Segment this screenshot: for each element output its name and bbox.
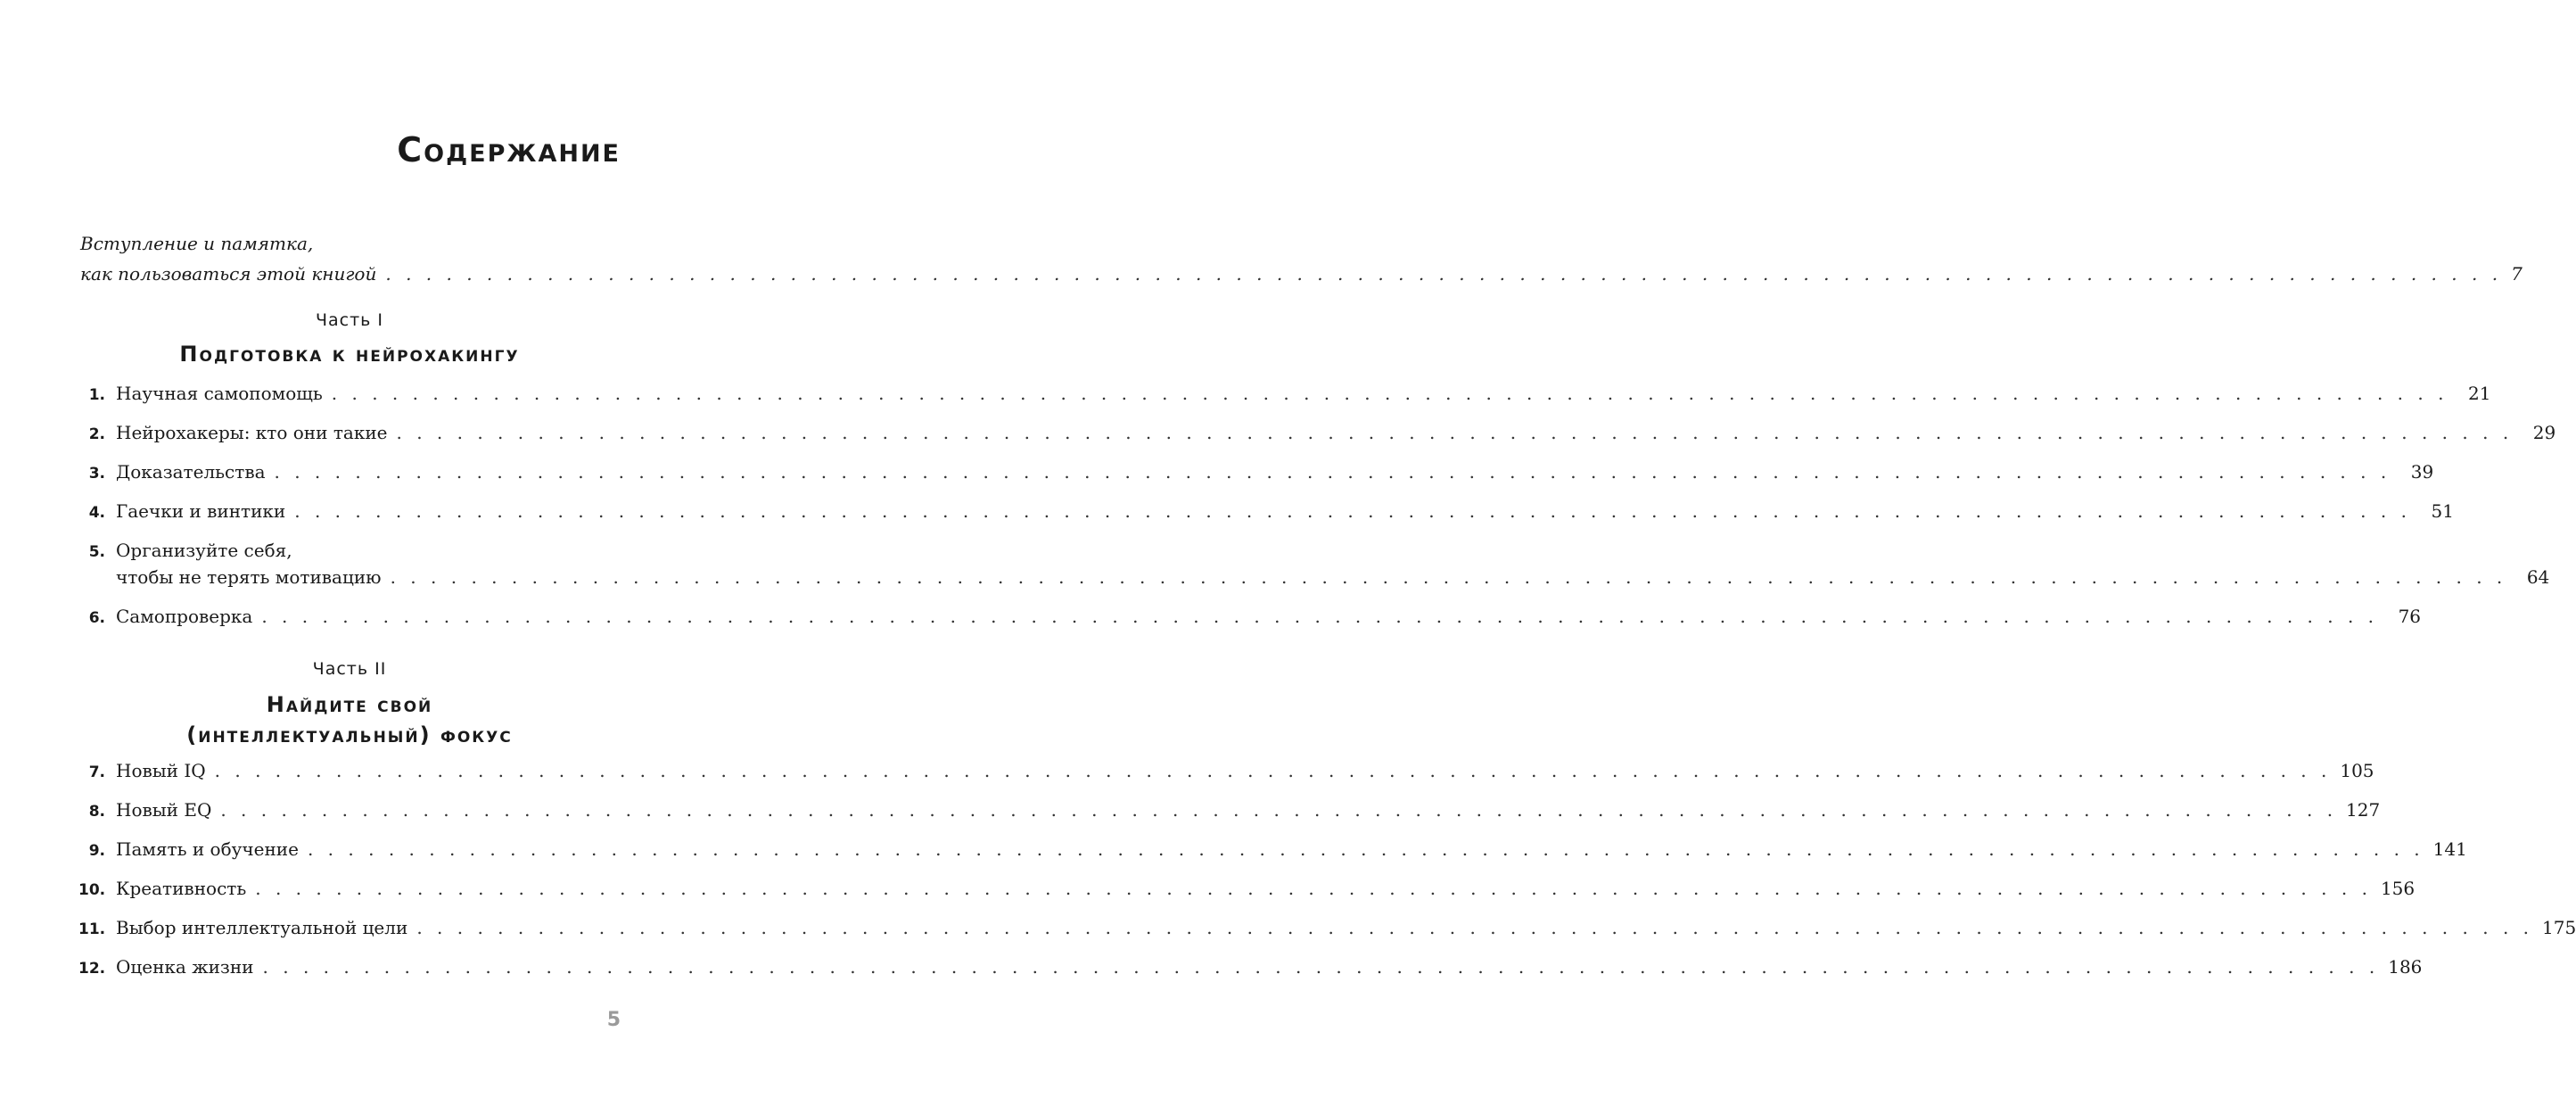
chapter-number: 12. xyxy=(78,960,106,978)
chapter-page: 29 xyxy=(2532,422,2556,443)
chapter-page: 141 xyxy=(2432,838,2467,860)
part-2-title xyxy=(0,689,699,750)
chapter-title: Выбор интеллектуальной цели xyxy=(116,917,408,938)
toc-entry[interactable] xyxy=(78,953,2423,993)
dot-leader xyxy=(391,564,2507,590)
chapter-number: 6. xyxy=(88,609,105,627)
chapter-page: 186 xyxy=(2388,956,2423,978)
chapter-page: 156 xyxy=(2380,878,2416,899)
chapter-title: Самопроверка xyxy=(116,606,253,627)
chapter-title: Оценка жизни xyxy=(116,956,254,978)
part-1-toc xyxy=(78,380,2556,642)
chapter-number: 2. xyxy=(88,425,105,443)
intro-title-line1: Вступление и памятка, xyxy=(80,233,314,254)
chapter-title: Научная самопомощь xyxy=(116,383,323,404)
chapter-title: Новый IQ xyxy=(116,760,206,781)
dot-leader xyxy=(255,875,2372,902)
dot-leader xyxy=(261,603,2378,630)
chapter-title: Доказательства xyxy=(116,461,266,483)
chapter-page: 51 xyxy=(2431,500,2454,522)
part-2-label: Часть II xyxy=(312,659,387,679)
dot-leader xyxy=(396,419,2513,446)
chapter-number: 9. xyxy=(88,842,105,860)
chapter-title: Новый EQ xyxy=(116,799,212,821)
toc-entry[interactable] xyxy=(78,537,2550,603)
page-folio-number: 5 xyxy=(606,1009,621,1031)
page-title: Содержание xyxy=(397,130,621,169)
chapter-title: Память и обучение xyxy=(116,838,299,860)
toc-entry[interactable] xyxy=(78,836,2467,875)
intro-title-line2: как пользоваться этой книгой xyxy=(80,263,377,285)
chapter-page: 76 xyxy=(2398,606,2422,627)
intro-page-number: 7 xyxy=(2511,263,2523,285)
toc-entry[interactable] xyxy=(78,875,2416,914)
dot-leader xyxy=(294,498,2411,524)
toc-entry[interactable] xyxy=(78,914,2576,953)
chapter-title: Креативность xyxy=(116,878,247,899)
toc-entry[interactable] xyxy=(78,757,2374,796)
chapter-page: 175 xyxy=(2542,917,2576,938)
chapter-number: 7. xyxy=(88,763,105,781)
chapter-number: 1. xyxy=(88,386,105,404)
toc-entry[interactable] xyxy=(78,380,2491,419)
chapter-number: 5. xyxy=(88,543,105,561)
chapter-page: 127 xyxy=(2346,799,2381,821)
chapter-title-line1: Организуйте себя, xyxy=(116,540,292,561)
dot-leader xyxy=(220,796,2337,823)
chapter-number: 4. xyxy=(88,504,105,522)
toc-entry[interactable] xyxy=(78,419,2556,458)
toc-entry[interactable] xyxy=(78,796,2381,836)
dot-leader xyxy=(332,380,2448,407)
dot-leader xyxy=(308,836,2424,863)
chapter-title-line2: чтобы не терять мотивацию xyxy=(116,566,382,588)
chapter-page: 64 xyxy=(2526,566,2550,588)
chapter-number: 3. xyxy=(88,465,105,483)
chapter-title: Гаечки и винтики xyxy=(116,500,286,522)
chapter-number: 8. xyxy=(88,803,105,821)
dot-leader xyxy=(385,259,2502,289)
part-1-title: Подготовка к нейрохакингу xyxy=(179,342,520,367)
chapter-title: Нейрохакеры: кто они такие xyxy=(116,422,388,443)
toc-entry[interactable] xyxy=(78,498,2454,537)
part-1-label: Часть I xyxy=(315,310,384,330)
chapter-page: 21 xyxy=(2468,383,2491,404)
dot-leader xyxy=(275,458,2391,485)
part-2-title-line2: (интеллектуальный) фокус xyxy=(186,722,513,747)
part-2-title-line1: Найдите свой xyxy=(266,692,433,717)
chapter-number: 11. xyxy=(78,920,106,938)
dot-leader xyxy=(215,757,2332,784)
toc-intro-entry[interactable] xyxy=(80,228,2523,289)
toc-entry[interactable] xyxy=(78,458,2434,498)
dot-leader xyxy=(416,914,2533,941)
toc-entry[interactable] xyxy=(78,603,2422,642)
chapter-page: 39 xyxy=(2410,461,2434,483)
chapter-number: 10. xyxy=(78,881,106,899)
part-2-toc xyxy=(78,757,2576,993)
chapter-page: 105 xyxy=(2340,760,2374,781)
dot-leader xyxy=(263,953,2380,980)
